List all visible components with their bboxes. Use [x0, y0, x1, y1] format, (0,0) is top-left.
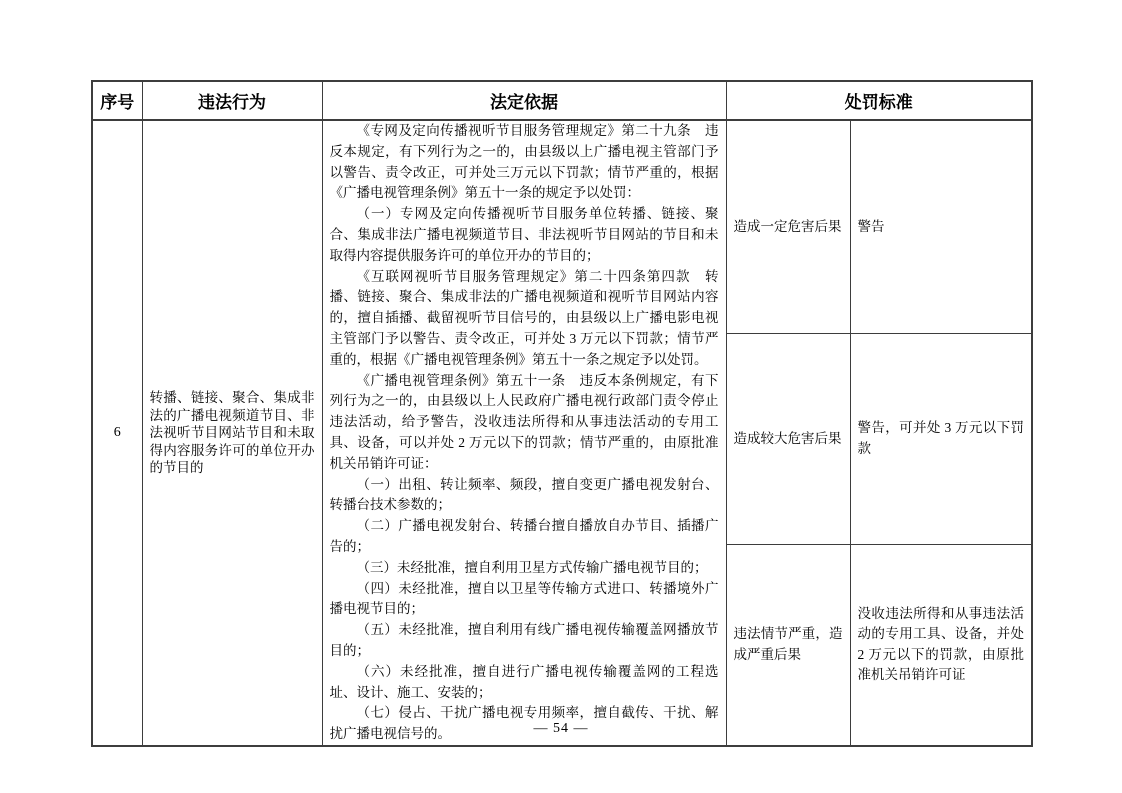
legal-basis-cell [322, 120, 726, 746]
penalty-standard-cell: 警告 [850, 120, 1032, 334]
basis-paragraph: 《广播电视管理条例》第五十一条 违反本条例规定，有下列行为之一的，由县级以上人民政府广播电视行政部门责令停止违法活动，给予警告，没收违法所得和从事违法活动的专用工具、设备，可以并处 2 万元以下的罚款；情节严重的，由原批准机关吊销许可证： [329, 372, 719, 471]
basis-paragraph: （二）广播电视发射台、转播台擅自播放自办节目、插播广告的； [329, 518, 719, 554]
header-col-serial-number: 序号 [92, 81, 142, 120]
page-number: — 54 — [533, 721, 589, 736]
illegal-behavior-cell: 转播、链接、聚合、集成非法的广播电视频道节目、非法视听节目网站节目和未取得内容服务许可的单位开办的节目的 [142, 120, 322, 746]
basis-paragraph: 《互联网视听节目服务管理规定》第二十四条第四款 转播、链接、聚合、集成非法的广播电视频道和视听节目网站内容的，擅自插播、截留视听节目信号的，由县级以上广播电影电视主管部门予以警告、责令改正，可并处 3 万元以下罚款；情节严重的，根据《广播电视管理条例》第五十一条之规定予以处罚。 [329, 268, 719, 367]
basis-paragraph: （一）专网及定向传播视听节目服务单位转播、链接、聚合、集成非法广播电视频道节目、非法视听节目网站的节目和未取得内容提供服务许可的单位开办的节目的； [329, 206, 719, 263]
basis-paragraph: （四）未经批准，擅自以卫星等传输方式进口、转播境外广播电视节目的； [329, 580, 719, 617]
basis-paragraph: （一）出租、转让频率、频段，擅自变更广播电视发射台、转播台技术参数的； [329, 476, 719, 513]
penalty-table [91, 80, 1033, 747]
header-col-illegal-behavior: 违法行为 [142, 81, 322, 120]
row-number-cell: 6 [92, 120, 142, 746]
basis-paragraph: （七）侵占、干扰广播电视专用频率，擅自截传、干扰、解扰广播电视信号的。 [329, 705, 719, 742]
table-row [92, 120, 1032, 334]
basis-paragraph: （三）未经批准，擅自利用卫星方式传输广播电视节目的； [356, 559, 708, 575]
basis-paragraph: 《专网及定向传播视听节目服务管理规定》第二十九条 违反本规定，有下列行为之一的，由县级以上广播电视主管部门予以警告、责令改正，可并处三万元以下罚款；情节严重的，根据《广播电视管理条例》第五十一条的规定予以处罚： [329, 123, 719, 201]
penalty-condition-cell: 造成较大危害后果 [726, 334, 850, 544]
penalty-condition-cell: 违法情节严重，造成严重后果 [726, 544, 850, 746]
basis-paragraph: （五）未经批准，擅自利用有线广播电视传输覆盖网播放节目的； [329, 622, 719, 658]
basis-paragraph: （六）未经批准，擅自进行广播电视传输覆盖网的工程选址、设计、施工、安装的； [329, 663, 719, 700]
header-col-penalty-standard: 处罚标准 [726, 81, 1032, 120]
penalty-standard-cell: 没收违法所得和从事违法活动的专用工具、设备，并处 2 万元以下的罚款，由原批准机关吊销许可证 [850, 544, 1032, 746]
penalty-standard-cell: 警告，可并处 3 万元以下罚款 [850, 334, 1032, 544]
header-col-legal-basis: 法定依据 [322, 81, 726, 120]
table-header-row [92, 81, 1032, 120]
penalty-condition-cell: 造成一定危害后果 [726, 120, 850, 334]
